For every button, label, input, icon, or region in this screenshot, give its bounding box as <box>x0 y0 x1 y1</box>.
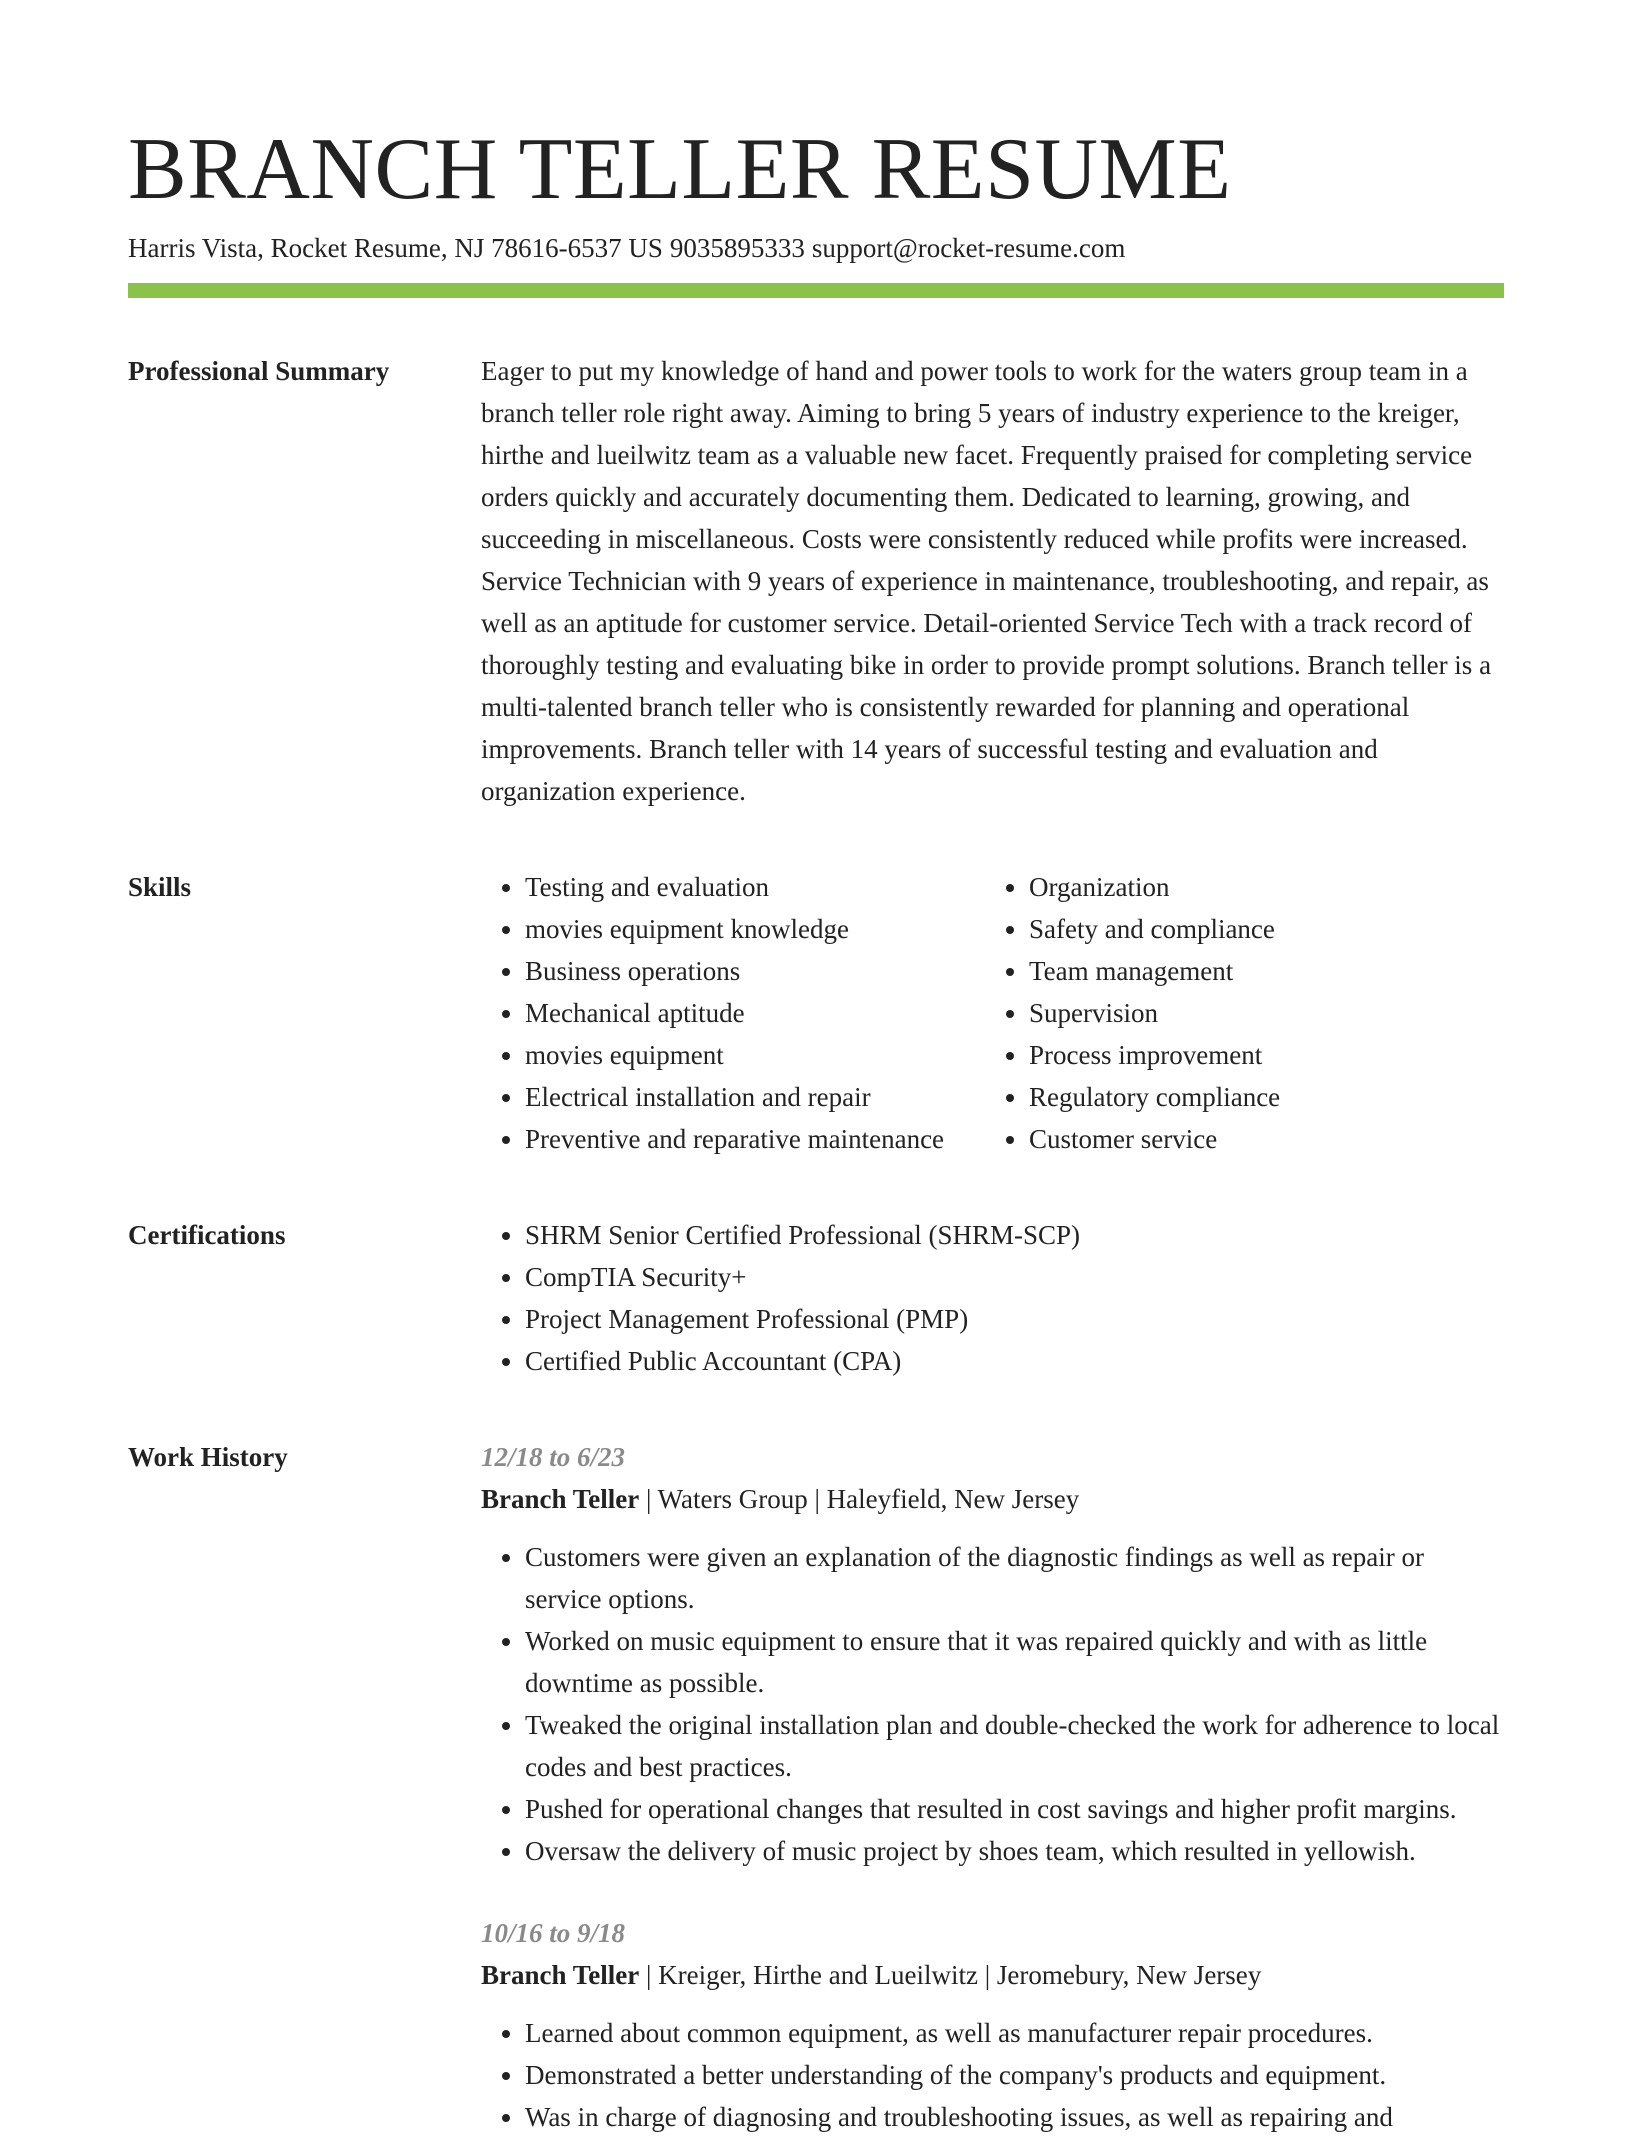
skill-item: • Regulatory compliance <box>1029 1076 1280 1118</box>
skill-item: • Electrical installation and repair <box>525 1076 985 1118</box>
section-label-summary: Professional Summary <box>128 356 390 386</box>
job-heading <box>481 1954 1504 1996</box>
job-bullet: • Tweaked the original installation plan and double-checked the work for adherence to local codes and best practices. <box>525 1704 1504 1788</box>
skill-item: • Organization <box>1029 866 1280 908</box>
job-bullet: • Was in charge of diagnosing and troubleshooting issues, as well as repairing and <box>525 2096 1504 2138</box>
job-entry <box>481 1912 1504 2138</box>
skill-item: • movies equipment knowledge <box>525 908 985 950</box>
header-divider <box>128 283 1504 298</box>
resume-title: BRANCH TELLER RESUME <box>128 121 1232 218</box>
certifications-list <box>481 1214 1504 1382</box>
skill-item: • Team management <box>1029 950 1280 992</box>
job-bullet: • Worked on music equipment to ensure that it was repaired quickly and with as little downtime as possible. <box>525 1620 1504 1704</box>
summary-section <box>128 350 1504 812</box>
skill-item: • movies equipment <box>525 1034 985 1076</box>
summary-text: Eager to put my knowledge of hand and power tools to work for the waters group team in a branch teller role right away. Aiming to bring 5 years of industry experience to the kreiger, hirthe and lueilwitz team as a valuable new facet. Frequently praised for completing service orders quickly and accurately documenting them. Dedicated to learning, growing, and succeeding in miscellaneous. Costs were consistently reduced while profits were increased. Service Technician with 9 years of experience in maintenance, troubleshooting, and repair, as well as an aptitude for customer service. Detail-oriented Service Tech with a track record of thoroughly testing and evaluating bike in order to provide prompt solutions. Branch teller is a multi-talented branch teller who is consistently rewarded for planning and operational improvements. Branch teller with 14 years of successful testing and evaluation and organization experience. <box>481 356 1492 806</box>
certification-item: • CompTIA Security+ <box>525 1256 1504 1298</box>
job-title: Branch Teller <box>481 1484 640 1514</box>
skill-item: • Safety and compliance <box>1029 908 1280 950</box>
skill-item: • Supervision <box>1029 992 1280 1034</box>
job-bullet: • Customers were given an explanation of the diagnostic findings as well as repair or service options. <box>525 1536 1504 1620</box>
job-bullet: • Demonstrated a better understanding of the company's products and equipment. <box>525 2054 1504 2096</box>
skill-item: • Preventive and reparative maintenance <box>525 1118 985 1160</box>
job-bullet: • Learned about common equipment, as well as manufacturer repair procedures. <box>525 2012 1504 2054</box>
skill-item: • Business operations <box>525 950 985 992</box>
skills-list-col2 <box>985 866 1280 1160</box>
certification-item: • Certified Public Accountant (CPA) <box>525 1340 1504 1382</box>
contact-email: support@rocket-resume.com <box>811 233 1126 263</box>
job-details: | Waters Group | Haleyfield, New Jersey <box>639 1484 1080 1514</box>
job-bullet: • Pushed for operational changes that resulted in cost savings and higher profit margins. <box>525 1788 1504 1830</box>
job-bullet: • Oversaw the delivery of music project by shoes team, which resulted in yellowish. <box>525 1830 1504 1872</box>
certifications-section <box>128 1214 1504 1382</box>
skill-item: • Mechanical aptitude <box>525 992 985 1034</box>
contact-address: Harris Vista, Rocket Resume, NJ 78616-6537 US <box>128 233 663 263</box>
certification-item: • SHRM Senior Certified Professional (SHRM-SCP) <box>525 1214 1504 1256</box>
certification-item: • Project Management Professional (PMP) <box>525 1298 1504 1340</box>
job-title: Branch Teller <box>481 1960 640 1990</box>
job-dates: 10/16 to 9/18 <box>481 1918 626 1948</box>
job-details: | Kreiger, Hirthe and Lueilwitz | Jeromebury, New Jersey <box>639 1960 1262 1990</box>
section-label-skills: Skills <box>128 872 192 902</box>
skills-list-col1 <box>481 866 985 1160</box>
job-entry <box>481 1436 1504 1872</box>
job-dates: 12/18 to 6/23 <box>481 1442 626 1472</box>
job-heading <box>481 1478 1504 1520</box>
contact-phone: 9035895333 <box>669 233 805 263</box>
section-label-certifications: Certifications <box>128 1220 286 1250</box>
skills-section <box>128 866 1504 1160</box>
job-bullets <box>481 2012 1504 2138</box>
section-label-work-history: Work History <box>128 1442 288 1472</box>
skill-item: • Testing and evaluation <box>525 866 985 908</box>
skill-item: • Process improvement <box>1029 1034 1280 1076</box>
work-history-section <box>128 1436 1504 2138</box>
job-bullets <box>481 1536 1504 1872</box>
skill-item: • Customer service <box>1029 1118 1280 1160</box>
contact-line <box>128 231 1504 265</box>
